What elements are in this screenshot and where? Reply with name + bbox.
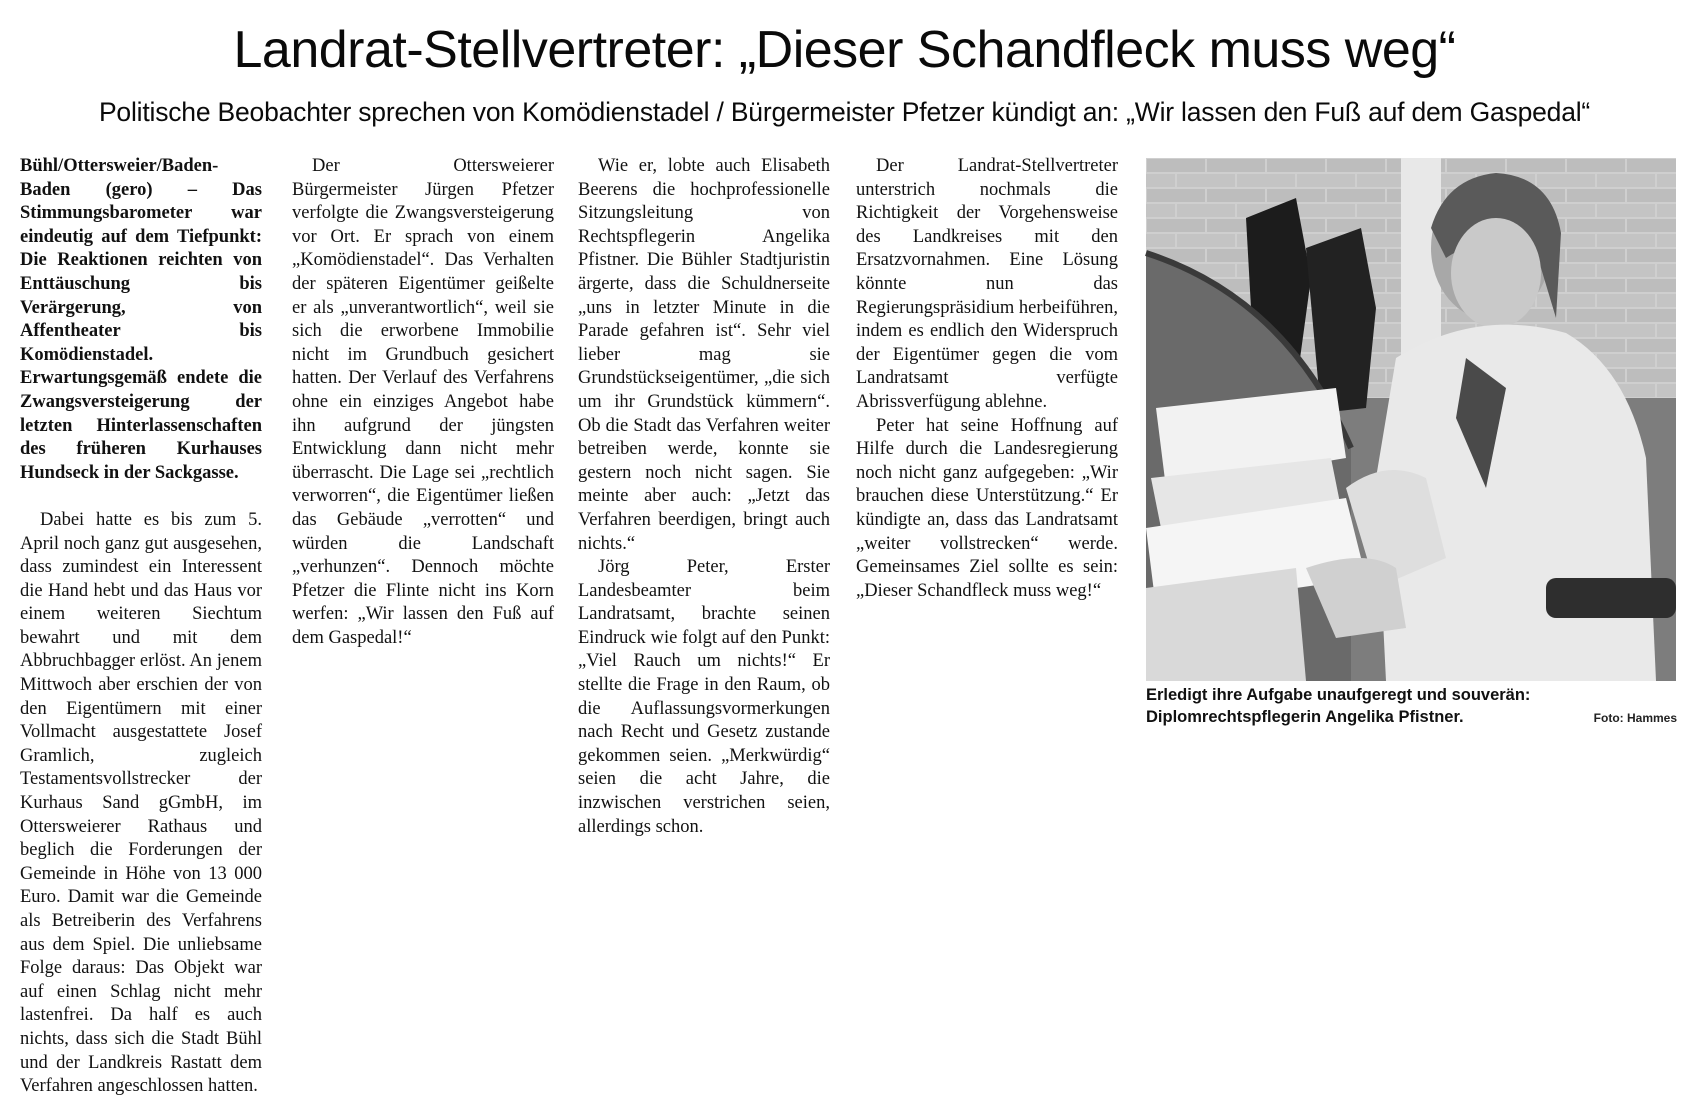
paragraph-6: Peter hat seine Hoffnung auf Hilfe durch die Landesregierung noch nicht ganz aufgegeben: „Wir brauchen diese Unterstützung.“ Er kündigte an, dass das Landratsamt „weiter vollstrecken“ werde. Gemeinsames Ziel sollte es sein: „Dieser Schandfleck muss weg!“ [856,415,1118,601]
subheadline: Politische Beobachter sprechen von Komödienstadel / Bürgermeister Pfetzer kündigt an: „Wir lassen den Fuß auf dem Gaspedal“ [98,97,1591,127]
paragraph-2: Der Ottersweierer Bürgermeister Jürgen Pfetzer verfolgte die Zwangsversteigerung vor Ort. Er sprach von einem „Komödienstadel“. Das Verhalten der späteren Eigentümer geißelte er als „unverantwortlich“, weil sie sich die erworbene Immobilie nicht im Grundbuch gesichert hatten. Der Verlauf des Verfahrens ohne ein einziges Angebot habe ihn aufgrund der jüngsten Entwicklung dann nicht mehr überrascht. Die Lage sei „rechtlich verworren“, die Eigentümer ließen das Gebäude „verrotten“ und würden die Landschaft „verhunzen“. Dennoch möchte Pfetzer die Flinte nicht ins Korn werfen: „Wir lassen den Fuß auf dem Gaspedal!“ [292,156,554,648]
column-1 [20,155,262,1097]
paragraph-1: Dabei hatte es bis zum 5. April noch ganz gut ausgesehen, dass zumindest ein Interessent die Hand hebt und das Haus vor einem weiteren Siechtum bewahrt und mit dem Abbruchbagger erlöst. An jenem Mittwoch aber erschien der von den Eigentümern mit einer Vollmacht ausgestattete Josef Gramlich, zugleich Testamentsvollstrecker der Kurhaus Sand gGmbH, im Ottersweierer Rathaus und beglich die Forderungen der Gemeinde in Höhe von 13 000 Euro. Damit war die Gemeinde als Betreiberin des Verfahrens aus dem Spiel. Die unliebsame Folge daraus: Das Objekt war auf einen Schlag nicht mehr lastenfrei. Da half es auch nichts, dass sich die Stadt Bühl und der Landkreis Rastatt dem Verfahren angeschlossen hatten. [20,509,262,1097]
paragraph-4: Jörg Peter, Erster Landesbeamter beim Landratsamt, brachte seinen Eindruck wie folgt auf den Punkt: „Viel Rauch um nichts!“ Er stellte die Frage in den Raum, ob die Auflassungsvormerkungen nach Recht und Gesetz zustande gekommen seien. „Merkwürdig“ seien die acht Jahre, die inzwischen verstrichen seien, allerdings schon. [578,557,830,837]
article-photo [1146,158,1676,681]
column-2 [292,155,554,745]
paragraph-5: Der Landrat-Stellvertreter unterstrich nochmals die Richtigkeit der Vorgehensweise des Landkreises mit den Ersatzvornahmen. Eine Lösung könnte nun das Regierungspräsidium herbeiführen, indem es endlich den Widerspruch der Eigentümer gegen die vom Landratsamt verfügte Abrissverfügung ablehne. [856,156,1119,412]
headline: Landrat-Stellvertreter: „Dieser Schandfleck muss weg“ [233,21,1456,79]
column-3 [578,155,830,837]
photo-illustration [1146,158,1676,681]
column-4 [856,155,1118,745]
photo-credit: Foto: Hammes [1593,711,1677,725]
photo-caption: Erledigt ihre Aufgabe unaufgeregt und souverän: Diplomrechtspflegerin Angelika Pfistner. [1146,686,1531,726]
paragraph-3: Wie er, lobte auch Elisabeth Beerens die hochprofessionelle Sitzungsleitung von Rechtspflegerin Angelika Pfistner. Die Bühler Stadtjuristin ärgerte, dass die Schuldnerseite „uns in letzter Minute in die Parade gefahren ist“. Sehr viel lieber mag sie Grundstückseigentümer, „die sich um ihr Grundstück kümmern“. Ob die Stadt das Verfahren weiter betreiben werde, konnte sie gestern noch nicht sagen. Sie meinte aber auch: „Jetzt das Verfahren beerdigen, bringt auch nichts.“ [578,156,830,554]
lead-paragraph: Bühl/Ottersweier/Baden-Baden (gero) – Das Stimmungsbarometer war eindeutig auf dem Tiefpunkt: Die Reaktionen reichten von Enttäuschung bis Verärgerung, von Affentheater bis Komödienstadel. Erwartungsgemäß endete die Zwangsversteigerung der letzten Hinterlassenschaften des früheren Kurhauses Hundseck in der Sackgasse. [20,156,262,483]
